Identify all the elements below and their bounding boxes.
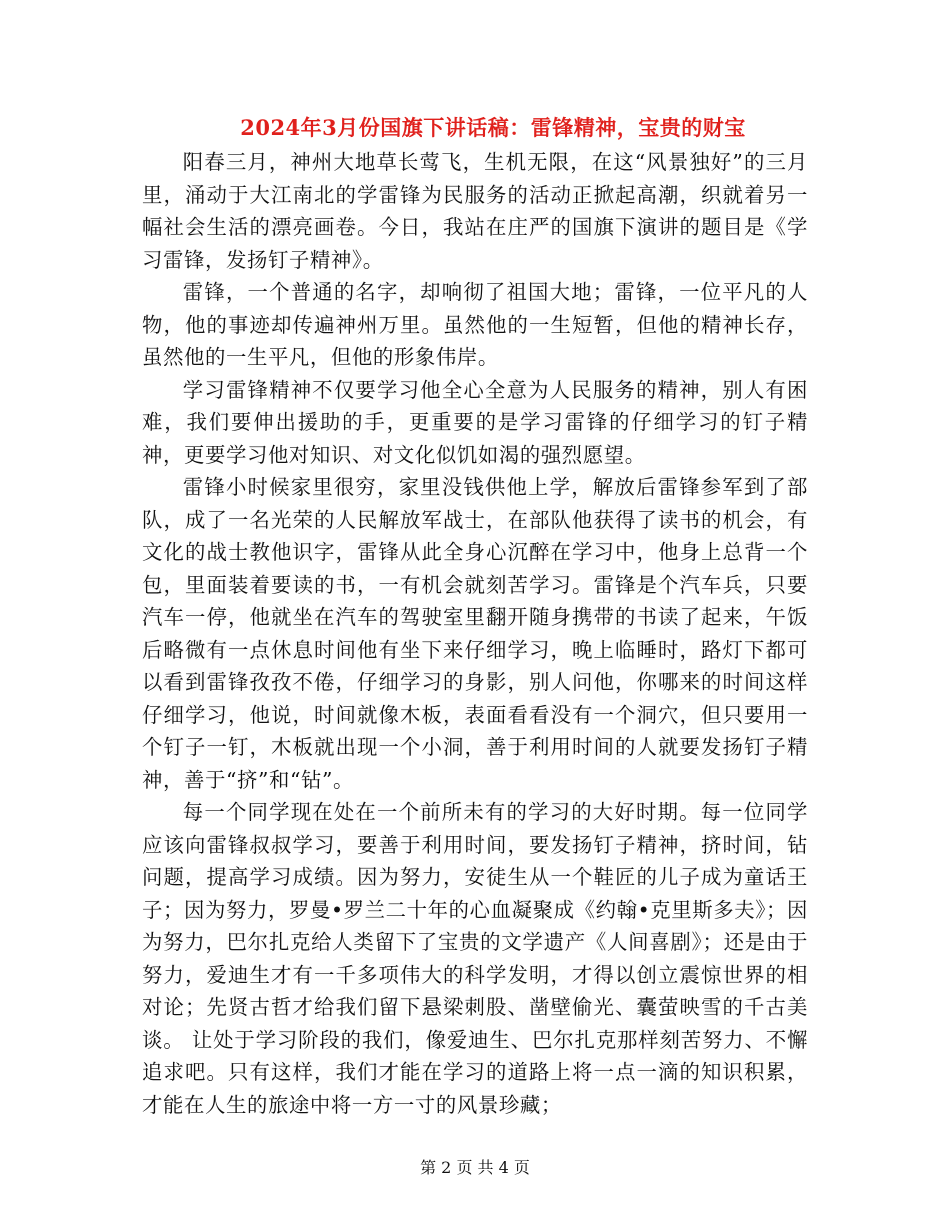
paragraph-5: 每一个同学现在处在一个前所未有的学习的大好时期。每一位同学应该向雷锋叔叔学习，要善于利用时间，要发扬钉子精神，挤时间，钻问题，提高学习成绩。因为努力，安徒生从一个鞋匠的儿子成为童话王子；因为努力，罗曼•罗兰二十年的心血凝聚成《约翰•克里斯多夫》；因为努力，巴尔扎克给人类留下了宝贵的文学遗产《人间喜剧》；还是由于努力，爱迪生才有一千多项伟大的科学发明，才得以创立震惊世界的相对论；先贤古哲才给我们留下悬梁刺股、凿壁偷光、囊萤映雪的千古美谈。 让处于学习阶段的我们，像爱迪生、巴尔扎克那样刻苦努力、不懈追求吧。只有这样，我们才能在学习的道路上将一点一滴的知识积累，才能在人生的旅途中将一方一寸的风景珍藏； bbox=[142, 800, 808, 1117]
paragraph-2: 雷锋，一个普通的名字，却响彻了祖国大地；雷锋，一位平凡的人物，他的事迹却传遍神州万里。虽然他的一生短暂，但他的精神长存，虽然他的一生平凡，但他的形象伟岸。 bbox=[142, 280, 808, 369]
paragraph-3: 学习雷锋精神不仅要学习他全心全意为人民服务的精神，别人有困难，我们要伸出援助的手，更重要的是学习雷锋的仔细学习的钉子精神，更要学习他对知识、对文化似饥如渴的强烈愿望。 bbox=[142, 377, 808, 467]
paragraph-4: 雷锋小时候家里很穷，家里没钱供他上学，解放后雷锋参军到了部队，成了一名光荣的人民解放军战士，在部队他获得了读书的机会，有文化的战士教他识字，雷锋从此全身心沉醉在学习中，他身上总背一个包，里面装着要读的书，一有机会就刻苦学习。雷锋是个汽车兵，只要汽车一停，他就坐在汽车的驾驶室里翻开随身携带的书读了起来，午饭后略微有一点休息时间他有坐下来仔细学习，晚上临睡时，路灯下都可以看到雷锋孜孜不倦，仔细学习的身影，别人问他，你哪来的时间这样仔细学习，他说，时间就像木板，表面看看没有一个洞穴，但只要用一个钉子一钉，木板就出现一个小洞，善于利用时间的人就要发扬钉子精神，善于“挤”和“钻”。 bbox=[142, 475, 808, 792]
paragraph-1: 阳春三月，神州大地草长莺飞，生机无限，在这“风景独好”的三月里，涌动于大江南北的学雷锋为民服务的活动正掀起高潮，织就着另一幅社会生活的漂亮画卷。今日，我站在庄严的国旗下演讲的题目是《学习雷锋，发扬钉子精神》。 bbox=[142, 150, 808, 272]
page-title: 2024年3月份国旗下讲话稿：雷锋精神，宝贵的财宝 bbox=[240, 115, 746, 140]
document-body bbox=[142, 146, 808, 1121]
page-footer: 第 2 页 共 4 页 bbox=[420, 1158, 530, 1177]
